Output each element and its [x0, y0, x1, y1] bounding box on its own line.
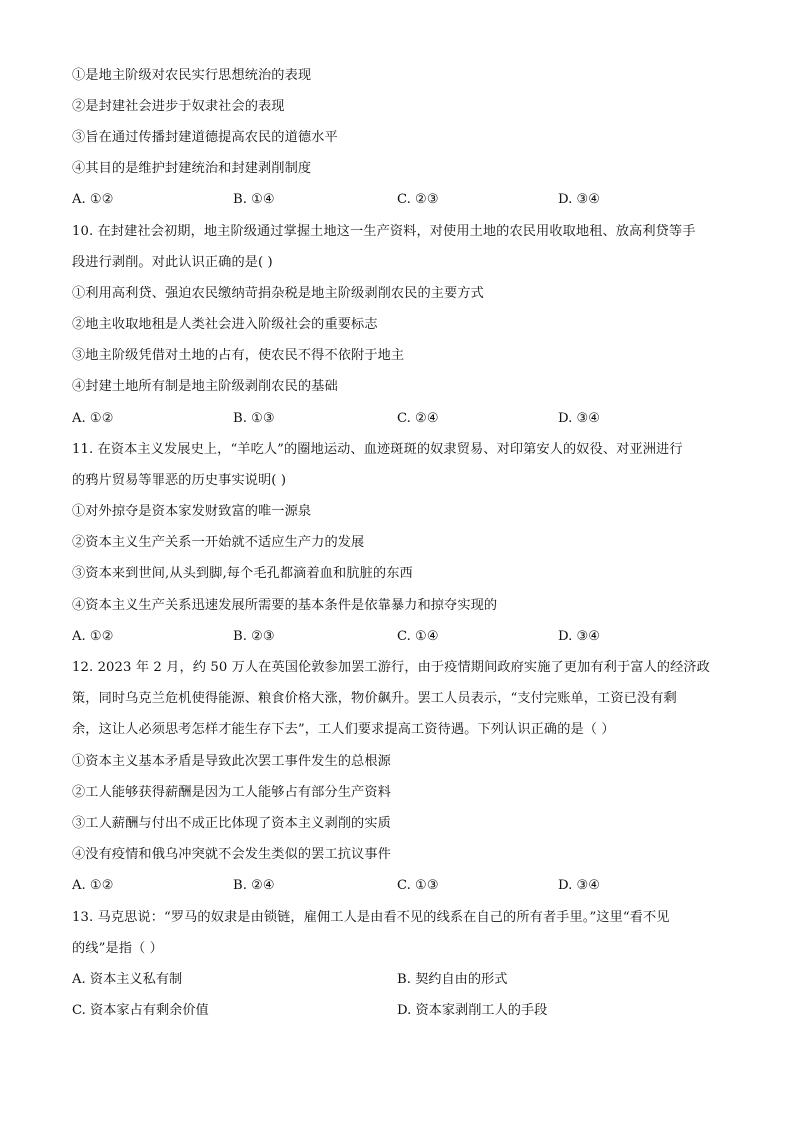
q9-statement-1: ①是地主阶级对农民实行思想统治的表现 — [72, 68, 312, 83]
q11-option-c: C. ①④ — [397, 629, 439, 644]
q9-option-b: B. ①④ — [233, 192, 275, 207]
q10-statement-2: ②地主收取地租是人类社会进入阶级社会的重要标志 — [72, 317, 378, 332]
q11-stem-line-2: 的鸦片贸易等罪恶的历史事实说明( ) — [72, 473, 287, 488]
q13-options-row-1 — [72, 970, 732, 990]
q10-option-c: C. ②④ — [397, 411, 439, 426]
q10-statement-1: ①利用高利贷、强迫农民缴纳苛捐杂税是地主阶级剥削农民的主要方式 — [72, 286, 484, 301]
q12-option-c: C. ①③ — [397, 878, 439, 893]
q9-options — [72, 190, 732, 210]
q10-option-a: A. ①② — [72, 411, 114, 426]
q12-option-a: A. ①② — [72, 878, 114, 893]
q9-statement-2: ②是封建社会进步于奴隶社会的表现 — [72, 99, 285, 114]
q10-statement-4: ④封建土地所有制是地主阶级剥削农民的基础 — [72, 379, 338, 394]
q11-option-b: B. ②③ — [233, 629, 275, 644]
q13-option-d: D. 资本家剥削工人的手段 — [397, 1003, 548, 1018]
q10-statement-3: ③地主阶级凭借对土地的占有，使农民不得不依附于地主 — [72, 348, 405, 363]
q11-statement-2: ②资本主义生产关系一开始就不适应生产力的发展 — [72, 535, 365, 550]
q11-option-d: D. ③④ — [558, 629, 601, 644]
q9-option-c: C. ②③ — [397, 192, 439, 207]
q11-options — [72, 627, 732, 647]
q12-option-d: D. ③④ — [558, 878, 601, 893]
q12-statement-2: ②工人能够获得薪酬是因为工人能够占有部分生产资料 — [72, 785, 391, 800]
q11-stem-line-1: 11. 在资本主义发展史上，“羊吃人”的圈地运动、血迹斑斑的奴隶贸易、对印第安人的奴役、对亚洲进行 — [72, 442, 683, 457]
q13-option-c: C. 资本家占有剩余价值 — [72, 1003, 209, 1018]
q12-statement-1: ①资本主义基本矛盾是导致此次罢工事件发生的总根源 — [72, 754, 391, 769]
q12-option-b: B. ②④ — [233, 878, 275, 893]
q10-options — [72, 409, 732, 429]
q12-stem-line-2: 策，同时乌克兰危机使得能源、粮食价格大涨，物价飙升。罢工人员表示，“支付完账单，工资已没有剩 — [72, 691, 677, 706]
q10-option-d: D. ③④ — [558, 411, 601, 426]
q9-statement-4: ④其目的是维护封建统治和封建剥削制度 — [72, 161, 312, 176]
q9-statement-3: ③旨在通过传播封建道德提高农民的道德水平 — [72, 130, 338, 145]
q10-option-b: B. ①③ — [233, 411, 275, 426]
q9-option-d: D. ③④ — [558, 192, 601, 207]
q12-statement-4: ④没有疫情和俄乌冲突就不会发生类似的罢工抗议事件 — [72, 847, 391, 862]
q12-options — [72, 876, 732, 896]
q10-stem-line-1: 10. 在封建社会初期，地主阶级通过掌握土地这一生产资料，对使用土地的农民用收取地租、放高利贷等手 — [72, 224, 696, 239]
q9-option-a: A. ①② — [72, 192, 114, 207]
q13-option-a: A. 资本主义私有制 — [72, 972, 183, 987]
q11-option-a: A. ①② — [72, 629, 114, 644]
q13-stem-line-1: 13. 马克思说：“罗马的奴隶是由锁链，雇佣工人是由看不见的线系在自己的所有者手里。”这里“看不见 — [72, 910, 670, 925]
q11-statement-3: ③资本来到世间,从头到脚,每个毛孔都滴着血和肮脏的东西 — [72, 566, 413, 581]
q13-stem-line-2: 的线”是指（ ） — [72, 941, 163, 956]
q13-options-row-2 — [72, 1001, 732, 1021]
q12-stem-line-3: 余，这让人必须思考怎样才能生存下去”，工人们要求提高工资待遇。下列认识正确的是（ ） — [72, 722, 615, 737]
q11-statement-4: ④资本主义生产关系迅速发展所需要的基本条件是依靠暴力和掠夺实现的 — [72, 598, 498, 613]
q12-stem-line-1: 12. 2023 年 2 月，约 50 万人在英国伦敦参加罢工游行，由于疫情期间政府实施了更加有利于富人的经济政 — [72, 660, 710, 675]
q12-statement-3: ③工人薪酬与付出不成正比体现了资本主义剥削的实质 — [72, 816, 391, 831]
q10-stem-line-2: 段进行剥削。对此认识正确的是( ) — [72, 255, 273, 270]
q13-option-b: B. 契约自由的形式 — [397, 972, 508, 987]
q11-statement-1: ①对外掠夺是资本家发财致富的唯一源泉 — [72, 504, 312, 519]
